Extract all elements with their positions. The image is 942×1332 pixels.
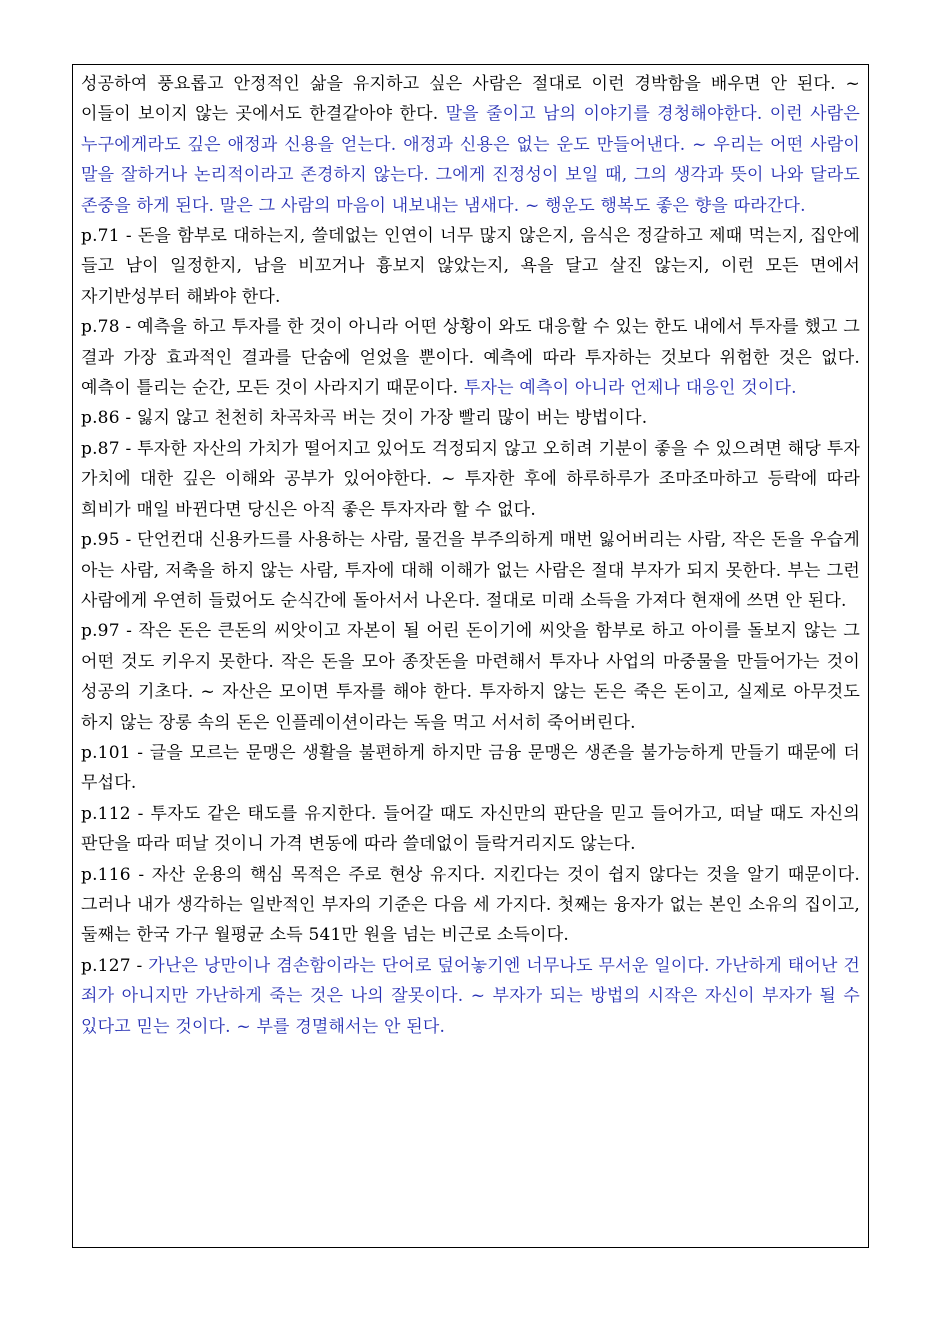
text-segment: p.95 - 단언컨대 신용카드를 사용하는 사람, 물건을 부주의하게 매번 잃어버리는 사람, 작은 돈을 우습게 아는 사람, 저축을 하지 않는 사람, 투자에 대해 이해가 없는 사람은 절대 부자가 되지 못한다. 부는 그런 사람에게 우연히 들렀어도 순식간에 돌아서서 나온다. 절대로 미래 소득을 가져다 현재에 쓰면 안 된다.: [81, 530, 860, 611]
paragraph-p97: [81, 616, 860, 738]
text-segment: p.86 - 잃지 않고 천천히 차곡차곡 버는 것이 가장 빨리 많이 버는 방법이다.: [81, 408, 648, 429]
paragraph-p87: [81, 434, 860, 525]
text-segment: p.97 - 작은 돈은 큰돈의 씨앗이고 자본이 될 어린 돈이기에 씨앗을 함부로 하고 아이를 돌보지 않는 그 어떤 것도 키우지 못한다. 작은 돈을 모아 종잣돈을 마련해서 투자나 사업의 마중물을 만들어가는 것이 성공의 기초다. ~ 자산은 모이면 투자를 해야 한다. 투자하지 않는 돈은 죽은 돈이고, 실제로 아무것도 하지 않는 장롱 속의 돈은 인플레이션이라는 독을 먹고 서서히 죽어버린다.: [81, 621, 860, 733]
paragraph-intro: [81, 69, 860, 221]
paragraph-p101: [81, 738, 860, 799]
text-segment: p.112 - 투자도 같은 태도를 유지한다. 들어갈 때도 자신만의 판단을 믿고 들어가고, 떠날 때도 자신의 판단을 따라 떠날 것이니 가격 변동에 따라 쓸데없이 들락거리지도 않는다.: [81, 803, 860, 855]
paragraph-p78: [81, 312, 860, 403]
paragraph-p86: [81, 403, 860, 433]
paragraph-p71: [81, 221, 860, 312]
text-segment: p.87 - 투자한 자산의 가치가 떨어지고 있어도 걱정되지 않고 오히려 기분이 좋을 수 있으려면 해당 투자 가치에 대한 깊은 이해와 공부가 있어야한다. ~ 투자한 후에 하루하루가 조마조마하고 등락에 따라 희비가 매일 바뀐다면 당신은 아직 좋은 투자자라 할 수 없다.: [81, 438, 860, 520]
paragraph-p95: [81, 525, 860, 616]
highlighted-text: 말을 줄이고 남의 이야기를 경청해야한다. 이런 사람은 누구에게라도 깊은 애정과 신용을 얻는다. 애정과 신용은 없는 운도 만들어낸다. ~ 우리는 어떤 사람이 말을 잘하거나 논리적이라고 존경하지 않는다. 그에게 진정성이 보일 때, 그의 생각과 뜻이 나와 달라도 존중을 하게 된다. 말은 그 사람의 마음이 내보내는 냄새다. ~ 행운도 행복도 좋은 향을 따라간다.: [81, 104, 860, 216]
text-segment: p.127 -: [81, 955, 149, 976]
text-segment: 성공하여 풍요롭고 안정적인 삶을 유지하고 싶은 사람은 절대로 이런 경박함을 배우면 안 된다. ~ 이들이 보이지 않는 곳에서도 한결같아야 한다.: [81, 74, 860, 125]
highlighted-text: 가난은 낭만이나 겸손함이라는 단어로 덮어놓기엔 너무나도 무서운 일이다. 가난하게 태어난 건 죄가 아니지만 가난하게 죽는 것은 나의 잘못이다. ~ 부자가 되는 방법의 시작은 자신이 부자가 될 수 있다고 믿는 것이다. ~ 부를 경멸해서는 안 된다.: [81, 955, 861, 1037]
text-box: [72, 64, 869, 1248]
paragraph-p112: [81, 799, 860, 860]
text-segment: p.78 - 예측을 하고 투자를 한 것이 아니라 어떤 상황이 와도 대응할 수 있는 한도 내에서 투자를 했고 그 결과 가장 효과적인 결과를 단숨에 얻었을 뿐이다. 예측에 따라 투자하는 것보다 위험한 것은 없다. 예측이 틀리는 순간, 모든 것이 사라지기 때문이다.: [81, 317, 860, 399]
paragraph-p116: [81, 860, 860, 951]
paragraph-p127: [81, 951, 860, 1042]
highlighted-text: 투자는 예측이 아니라 언제나 대응인 것이다.: [463, 378, 797, 399]
text-segment: p.71 - 돈을 함부로 대하는지, 쓸데없는 인연이 너무 많지 않은지, 음식은 정갈하고 제때 먹는지, 집안에 들고 남이 일정한지, 남을 비꼬거나 흉보지 않았는지, 욕을 달고 살진 않는지, 이런 모든 면에서 자기반성부터 해봐야 한다.: [81, 226, 860, 307]
text-segment: p.101 - 글을 모르는 문맹은 생활을 불편하게 하지만 금융 문맹은 생존을 불가능하게 만들기 때문에 더 무섭다.: [81, 742, 860, 794]
text-segment: p.116 - 자산 운용의 핵심 목적은 주로 현상 유지다. 지킨다는 것이 쉽지 않다는 것을 알기 때문이다. 그러나 내가 생각하는 일반적인 부자의 기준은 다음 세 가지다. 첫째는 융자가 없는 본인 소유의 집이고, 둘째는 한국 가구 월평균 소득 541만 원을 넘는 비근로 소득이다.: [81, 864, 860, 946]
